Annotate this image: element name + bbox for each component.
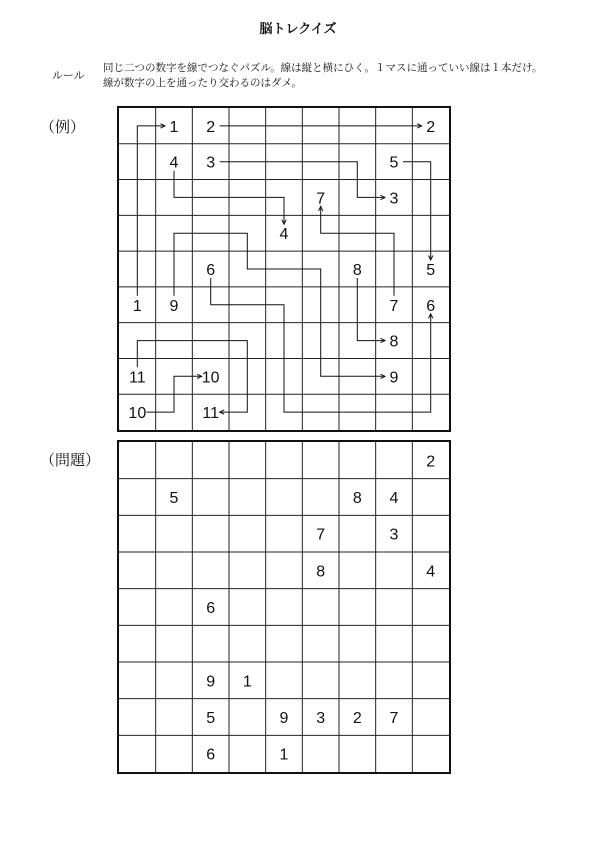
example-cell-number: 8 [389,333,399,351]
rule-line: 線が数字の上を通ったり交わるのはダメ。 [103,77,302,89]
rule-line: 同じ二つの数字を線でつなぐパズル。線は縦と横にひく。１マスに通っていい線は１本だけ。 [103,62,543,74]
example-connector-line [357,278,385,341]
example-cell-number: 7 [316,190,326,208]
example-cell-number: 9 [169,297,179,315]
problem-cell-number: 1 [279,746,289,764]
problem-cell-number: 4 [426,563,436,581]
problem-grid-svg [119,442,449,772]
example-cell-number: 3 [206,154,216,172]
example-cell-number: 6 [206,262,216,279]
problem-cell-number: 9 [279,710,289,727]
example-cell-number: 3 [389,190,399,208]
example-cell-number: 1 [169,118,179,136]
example-grid-svg [119,108,449,430]
example-cell-number: 4 [279,226,289,244]
problem-cell-number: 6 [206,600,216,617]
problem-cell-number: 7 [389,710,399,727]
example-connector-line [403,162,431,260]
problem-cell-number: 2 [426,453,436,471]
problem-cell-number: 3 [316,710,326,727]
example-cell-number: 4 [169,154,179,172]
problem-cell-number: 3 [389,526,399,544]
problem-cell-number: 6 [206,746,216,764]
rule-text [103,61,543,91]
rule-label: ルール [52,69,85,82]
problem-grid [117,440,451,774]
example-cell-number: 10 [128,405,147,423]
example-connector-line [137,126,165,296]
problem-cell-number: 8 [316,563,326,581]
example-cell-number: 11 [202,405,219,423]
problem-cell-number: 5 [169,490,179,507]
problem-cell-number: 5 [206,710,216,727]
example-label: （例） [40,118,86,136]
problem-cell-number: 9 [206,673,216,691]
example-cell-number: 5 [426,262,436,279]
problem-cell-number: 4 [389,490,399,507]
problem-cell-number: 8 [352,490,362,507]
example-grid [117,106,451,432]
example-cell-number: 8 [352,262,362,279]
example-cell-number: 10 [201,369,220,387]
problem-label: （問題） [40,451,101,469]
example-cell-number: 6 [426,297,436,315]
example-cell-number: 1 [132,297,142,315]
example-cell-number: 5 [389,154,399,172]
example-cell-number: 9 [389,369,399,387]
problem-cell-number: 1 [242,673,252,691]
example-cell-number: 7 [389,297,399,315]
page-title: 脳トレクイズ [259,22,337,37]
example-cell-number: 2 [426,118,436,136]
example-cell-number: 2 [206,118,216,136]
problem-cell-number: 2 [352,710,362,727]
example-cell-number: 11 [129,369,146,387]
problem-cell-number: 7 [316,526,326,544]
